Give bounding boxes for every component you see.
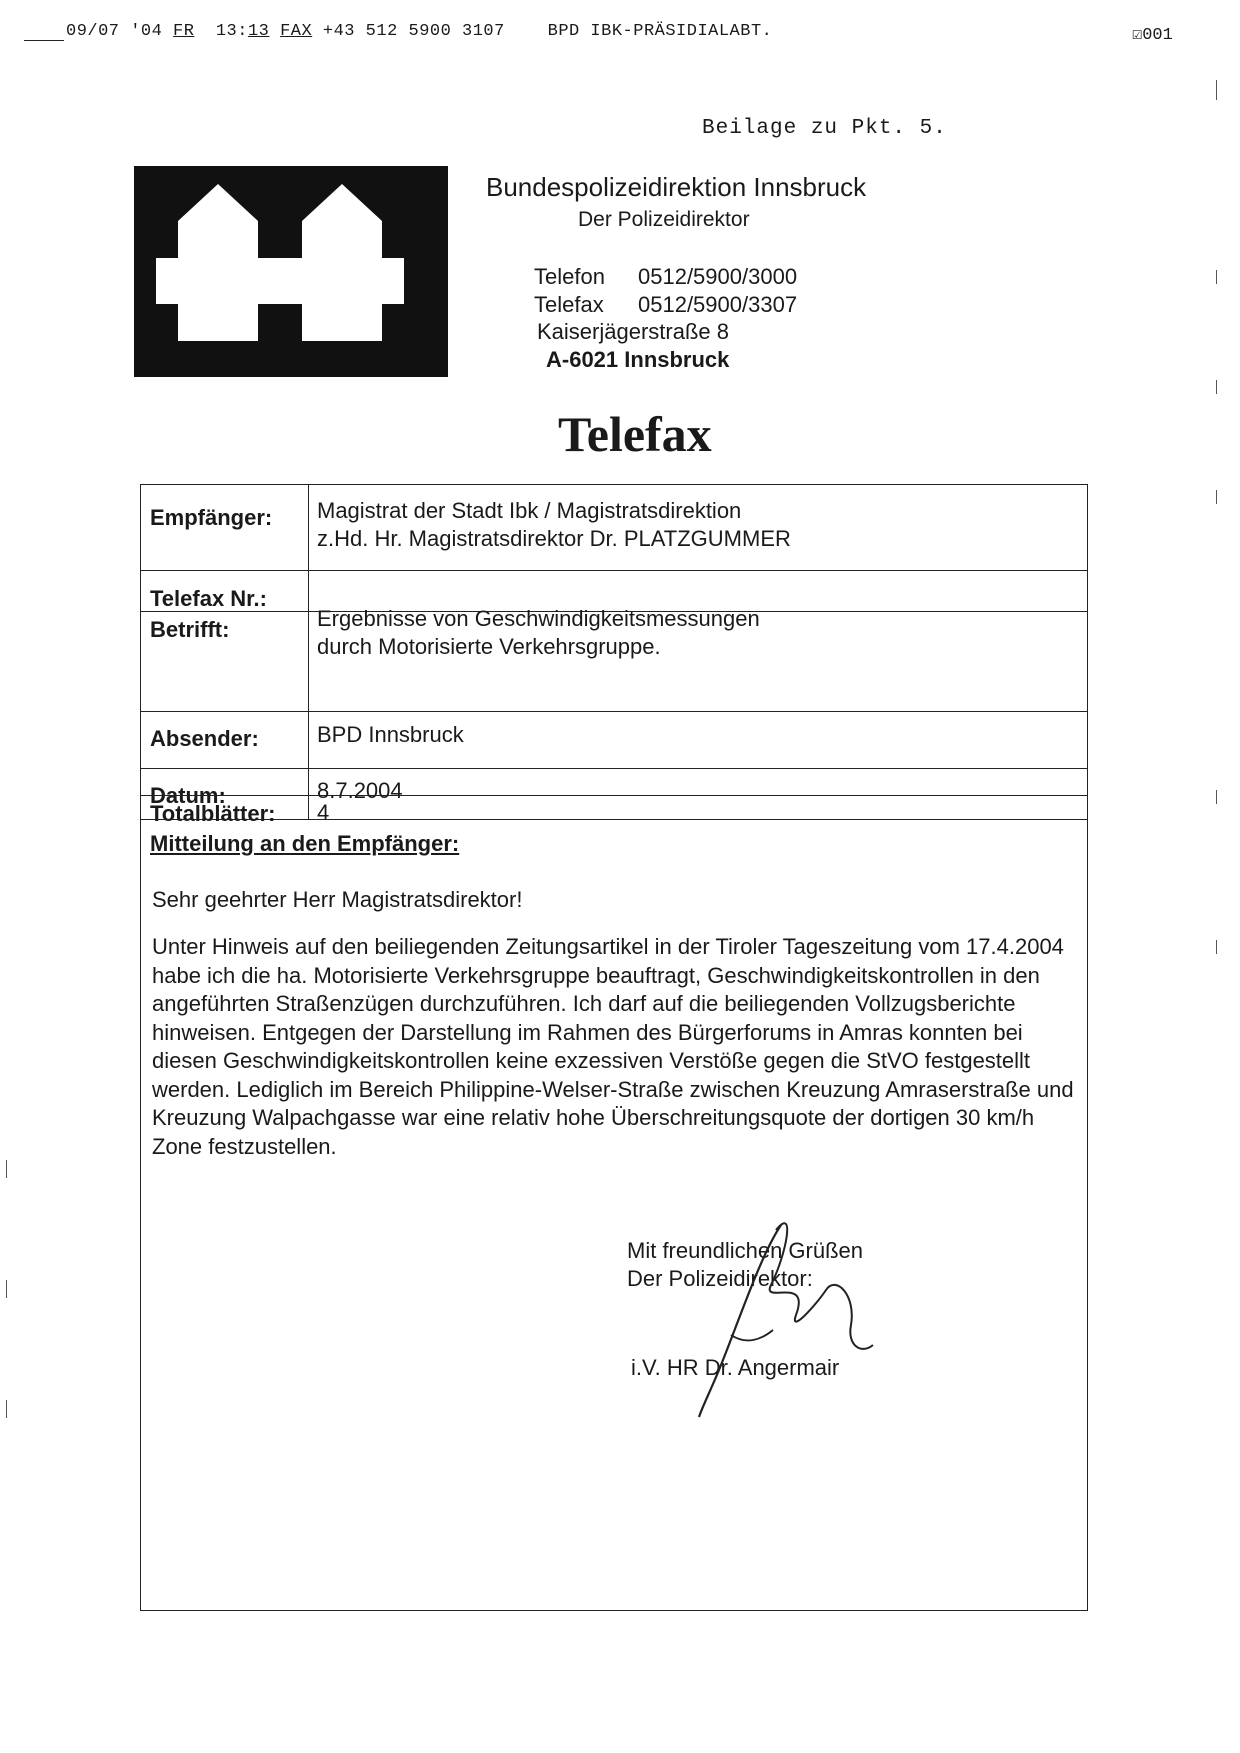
fax-date: 09/07 <box>66 22 120 41</box>
phone-line <box>534 263 797 291</box>
date-label: Datum: <box>150 783 226 808</box>
pages-value: 4 <box>317 800 330 825</box>
scan-artifact <box>1216 270 1217 284</box>
scan-artifact <box>1216 380 1217 394</box>
street-address: Kaiserjägerstraße 8 <box>537 319 729 344</box>
header-rule <box>24 26 64 41</box>
phone-label: Telefon <box>534 264 605 289</box>
city-address: A-6021 Innsbruck <box>546 347 730 372</box>
fax-label: FAX <box>280 22 313 41</box>
scan-artifact <box>1216 490 1217 504</box>
fax-weekday: FR <box>173 22 195 41</box>
closing-line-2: Der Polizeidirektor: <box>627 1266 813 1291</box>
subject-value <box>317 605 760 661</box>
date-value: 8.7.2004 <box>317 778 403 803</box>
department-name: Der Polizeidirektor <box>578 208 750 231</box>
recipient-label: Empfänger: <box>150 505 273 530</box>
message-body: Unter Hinweis auf den beiliegenden Zeitungsartikel in der Tiroler Tageszeitung vom 17.4.2004 habe ich die ha. Motorisierte Verkehrsgruppe beauftragt, Geschwindigkeitskontrollen in den angeführten Straßenzügen durchzuführen. Ich darf auf die beiliegenden Vollzugsberichte hinweisen. Entgegen der Darstellung im Rahmen des Bürgerforums in Amras konnten bei diesen Geschwindigkeitskontrollen keine exzessiven Verstöße gegen die StVO festgestellt werden. Lediglich im Bereich Philippine-Welser-Straße zwischen Kreuzung Amraserstraße und Kreuzung Walpachgasse war eine relativ hohe Überschreitungsquote der dortigen 30 km/h Zone festzustellen. <box>152 934 1074 1159</box>
subject-line-2: durch Motorisierte Verkehrsgruppe. <box>317 634 661 659</box>
scan-artifact <box>1216 80 1217 100</box>
sender-value: BPD Innsbruck <box>317 722 464 747</box>
scan-artifact <box>6 1280 7 1298</box>
fax-year: '04 <box>130 22 163 41</box>
fax-form <box>140 484 1088 1611</box>
closing-line-1: Mit freundlichen Grüßen <box>627 1238 863 1263</box>
scan-artifact <box>6 1160 7 1178</box>
recipient-line-1: Magistrat der Stadt Ibk / Magistratsdirektion <box>317 498 742 523</box>
attachment-note: Beilage zu Pkt. 5. <box>702 117 947 140</box>
form-row-divider <box>141 711 1087 712</box>
fax-sender-id: BPD IBK-PRÄSIDIALABT. <box>547 22 773 41</box>
handwritten-signature <box>611 1195 901 1425</box>
fax-page-number: ☑001 <box>1132 26 1173 45</box>
form-row-divider <box>141 795 1087 796</box>
scan-artifact <box>1216 940 1217 954</box>
fax-time-minute: 13 <box>247 22 270 41</box>
form-row-divider <box>141 768 1087 769</box>
fax-time-hour: 13: <box>215 22 248 41</box>
sender-label: Absender: <box>150 726 259 751</box>
form-row-divider <box>141 819 1087 820</box>
fax-number: +43 512 5900 3107 <box>322 22 505 41</box>
recipient-value <box>317 497 791 553</box>
signatory-name: i.V. HR Dr. Angermair <box>631 1355 840 1380</box>
message-label: Mitteilung an den Empfänger: <box>150 831 460 856</box>
form-row-divider <box>141 570 1087 571</box>
scan-artifact <box>6 1400 7 1418</box>
fax-transmission-header <box>24 22 772 41</box>
organization-name: Bundespolizeidirektion Innsbruck <box>486 172 867 202</box>
fax-number-label: Telefax Nr.: <box>150 586 267 611</box>
phone-number: 0512/5900/3000 <box>638 264 798 289</box>
police-logo <box>134 166 448 377</box>
subject-label: Betrifft: <box>150 617 230 642</box>
fax-label-letterhead: Telefax <box>534 292 604 317</box>
recipient-line-2: z.Hd. Hr. Magistratsdirektor Dr. PLATZGUMMER <box>317 526 791 551</box>
subject-line-1: Ergebnisse von Geschwindigkeitsmessungen <box>317 606 760 631</box>
fax-line <box>534 291 797 319</box>
scan-artifact <box>1216 790 1217 804</box>
fax-number-letterhead: 0512/5900/3307 <box>638 292 798 317</box>
pages-label: Totalblätter: <box>150 801 276 826</box>
salutation: Sehr geehrter Herr Magistratsdirektor! <box>152 887 523 912</box>
document-title: Telefax <box>558 406 712 462</box>
